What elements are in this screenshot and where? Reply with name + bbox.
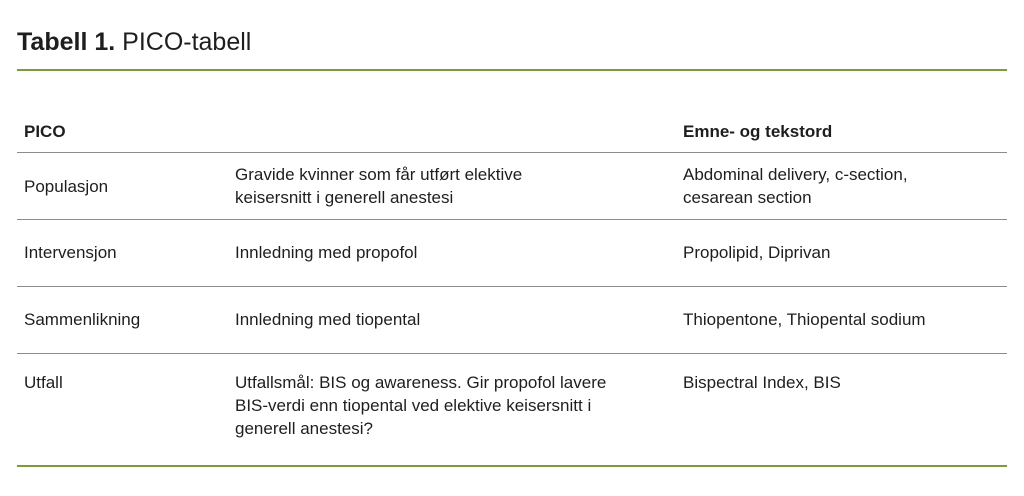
row-description: Innledning med tiopental (235, 310, 421, 329)
row-label: Utfall (24, 373, 63, 392)
table-number: Tabell 1. (17, 28, 116, 56)
row-terms: Bispectral Index, BIS (683, 373, 841, 392)
row-label: Intervensjon (24, 243, 117, 262)
row-terms: Propolipid, Diprivan (683, 243, 831, 262)
row-description: Gravide kvinner som får utført elektive keisersnitt i generell anestesi (235, 165, 523, 207)
row-terms: Abdominal delivery, c-section, cesarean section (683, 165, 908, 207)
table-title (17, 27, 251, 57)
row-divider (17, 286, 1007, 287)
table-caption: PICO-tabell (122, 28, 252, 56)
row-label: Sammenlikning (24, 310, 141, 329)
header-divider (17, 152, 1007, 153)
row-description: Innledning med propofol (235, 243, 418, 262)
row-divider (17, 219, 1007, 220)
row-label: Populasjon (24, 177, 109, 196)
top-green-rule (17, 69, 1007, 71)
row-terms: Thiopentone, Thiopental sodium (683, 310, 926, 329)
table-header-row (17, 118, 1007, 152)
row-description: Utfallsmål: BIS og awareness. Gir propofol lavere BIS-verdi enn tiopental ved elektive keisersnitt i generell anestesi? (235, 373, 607, 438)
header-pico: PICO (24, 122, 66, 141)
header-terms: Emne- og tekstord (683, 122, 833, 141)
bottom-green-rule (17, 465, 1007, 467)
row-divider (17, 353, 1007, 354)
